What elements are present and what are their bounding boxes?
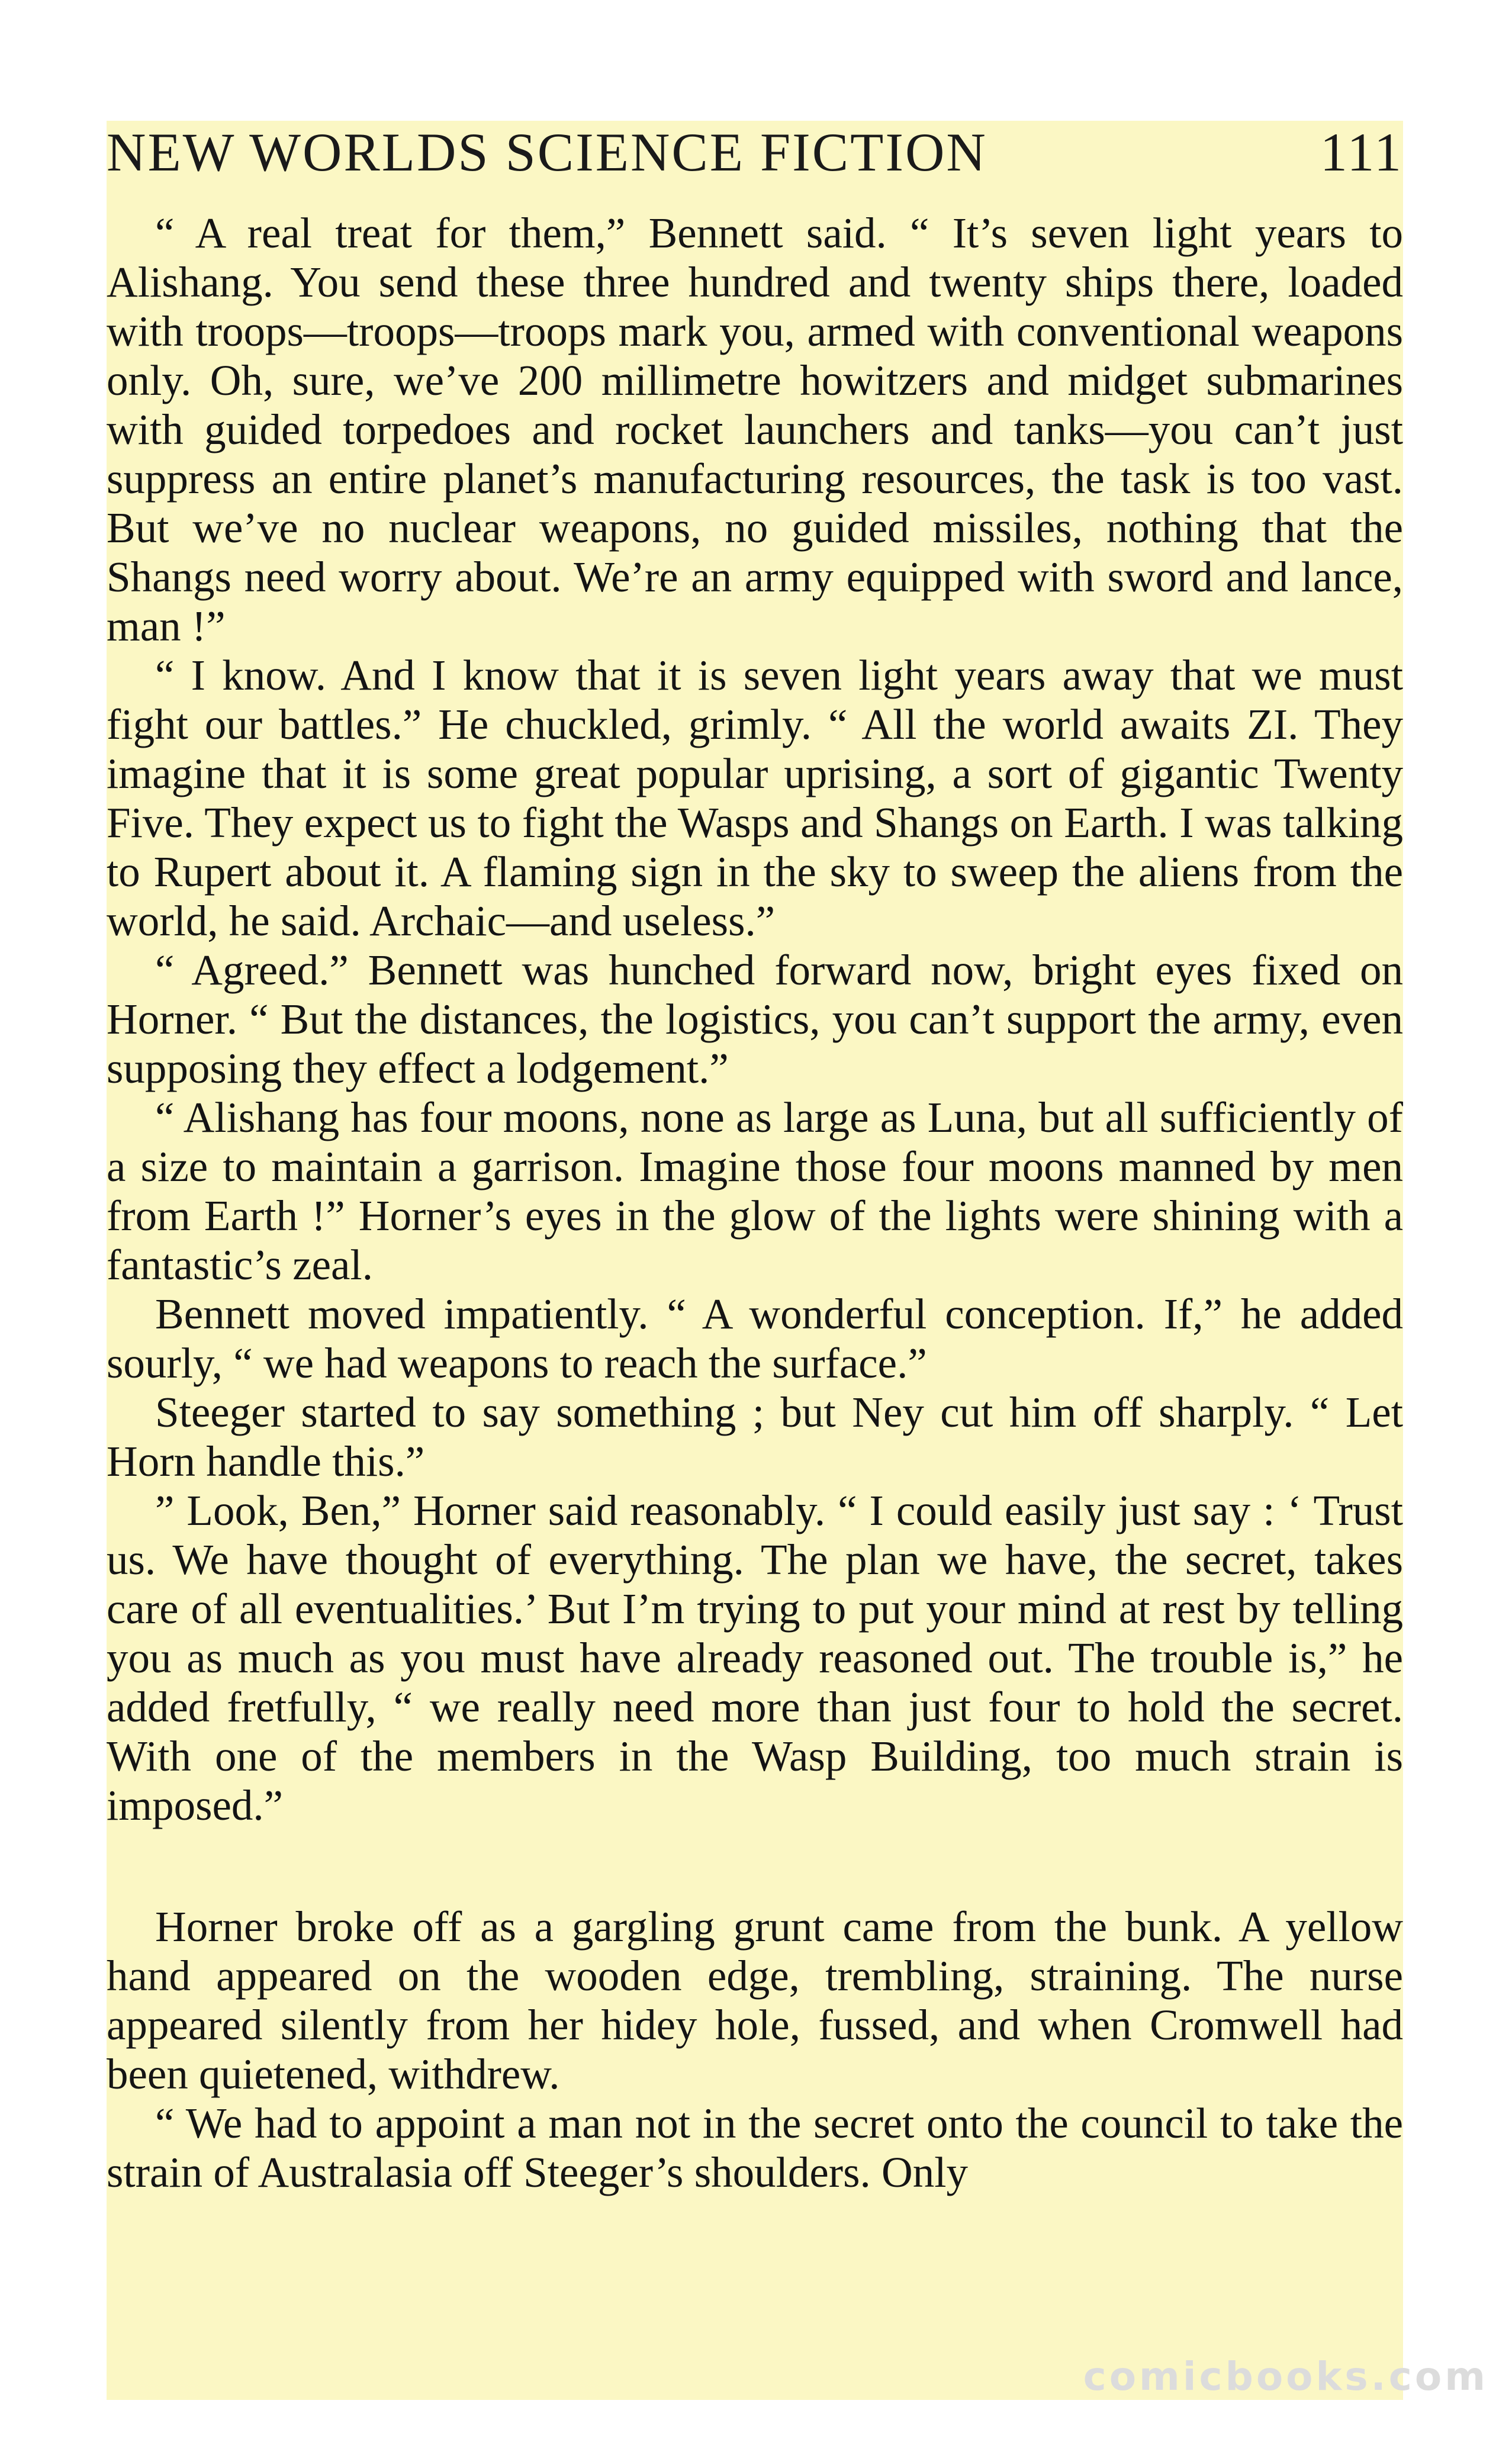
paragraph: Steeger started to say something ; but Ney cut him off sharply. “ Let Horn handle this.” [107,1388,1403,1485]
paragraph: Bennett moved impatiently. “ A wonderful conception. If,” he added sourly, “ we had weapons to reach the surface.” [107,1290,1403,1387]
paragraph: “ Agreed.” Bennett was hunched forward now, bright eyes fixed on Horner. “ But the distances, the logistics, you can’t support the army, even supposing they effect a lodgement.” [107,946,1403,1092]
book-page [107,121,1403,2400]
paragraph: “ Alishang has four moons, none as large as Luna, but all sufficiently of a size to maintain a garrison. Imagine those four moons manned by men from Earth !” Horner’s eyes in the glow of the lights were shining with a fantastic’s zeal. [107,1093,1403,1289]
paragraph: ” Look, Ben,” Horner said reasonably. “ I could easily just say : ‘ Trust us. We have thought of everything. The plan we have, the secret, takes care of all eventualities.’ But I’m trying to put your mind at rest by telling you as much as you must have already reasoned out. The trouble is,” he added fretfully, “ we really need more than just four to hold the secret. With one of the members in the Wasp Building, too much strain is imposed.” [107,1486,1403,1829]
running-header [107,121,1403,180]
magazine-title: NEW WORLDS SCIENCE FICTION [107,122,987,182]
page-number: 111 [1320,122,1403,182]
body-text [107,208,1403,2197]
paragraph: Horner broke off as a gargling grunt came from the bunk. A yellow hand appeared on the wooden edge, trembling, straining. The nurse appeared silently from her hidey hole, fussed, and when Cromwell had been quietened, withdrew. [107,1903,1403,2098]
paragraph: “ A real treat for them,” Bennett said. “ It’s seven light years to Alishang. You send these three hundred and twenty ships there, loaded with troops—troops—troops mark you, armed with conventional weapons only. Oh, sure, we’ve 200 millimetre howitzers and midget submarines with guided torpedoes and rocket launchers and tanks—you can’t just suppress an entire planet’s manufacturing resources, the task is too vast. But we’ve no nuclear weapons, no guided missiles, nothing that the Shangs need worry about. We’re an army equipped with sword and lance, man !” [107,209,1403,650]
watermark: comicbooks.com [1083,2354,1488,2399]
paragraph: “ I know. And I know that it is seven light years away that we must fight our battles.” He chuckled, grimly. “ All the world awaits ZI. They imagine that it is some great popular uprising, a sort of gigantic Twenty Five. They expect us to fight the Wasps and Shangs on Earth. I was talking to Rupert about it. A flaming sign in the sky to sweep the aliens from the world, he said. Archaic—and useless.” [107,651,1403,945]
paragraph: “ We had to appoint a man not in the secret onto the council to take the strain of Australasia off Steeger’s shoulders. Only [107,2099,1403,2196]
